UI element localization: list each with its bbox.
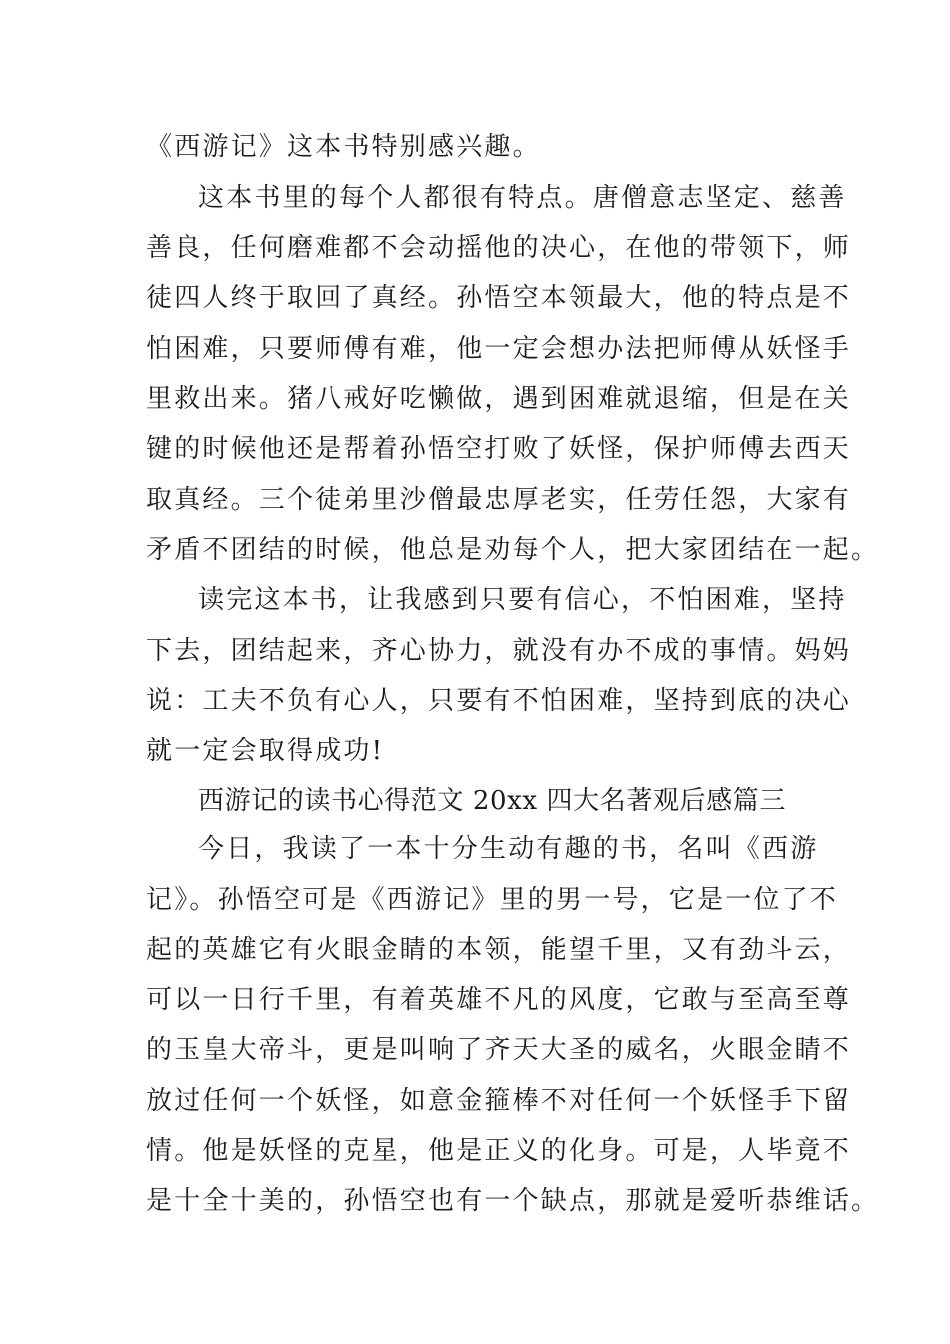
paragraph-line: 今日，我读了一本十分生动有趣的书，名叫《西游 — [198, 834, 819, 864]
paragraph-line: 取真经。三个徒弟里沙僧最忠厚老实，任劳任怨，大家有 — [146, 485, 852, 515]
paragraph-line: 里救出来。猪八戒好吃懒做，遇到困难就退缩，但是在关 — [146, 384, 852, 414]
paragraph-line: 下去，团结起来，齐心协力，就没有办不成的事情。妈妈 — [146, 636, 852, 666]
paragraph-line: 善良，任何磨难都不会动摇他的决心，在他的带领下，师 — [146, 233, 852, 263]
paragraph-line: 读完这本书，让我感到只要有信心，不怕困难，坚持 — [198, 585, 847, 615]
paragraph-line: 这本书里的每个人都很有特点。唐僧意志坚定、慈善 — [198, 183, 847, 213]
paragraph-line: 说：工夫不负有心人，只要有不怕困难，坚持到底的决心 — [146, 686, 852, 716]
section-heading: 西游记的读书心得范文 20xx 四大名著观后感篇三 — [198, 786, 786, 816]
paragraph-line: 是十全十美的，孙悟空也有一个缺点，那就是爱听恭维话。 — [146, 1186, 880, 1216]
paragraph-line: 情。他是妖怪的克星，他是正义的化身。可是，人毕竟不 — [146, 1136, 852, 1166]
paragraph-line: 《西游记》这本书特别感兴趣。 — [146, 132, 541, 162]
paragraph-line: 放过任何一个妖怪，如意金箍棒不对任何一个妖怪手下留 — [146, 1086, 852, 1116]
paragraph-line: 起的英雄它有火眼金睛的本领，能望千里，又有劲斗云， — [146, 935, 852, 965]
paragraph-line: 怕困难，只要师傅有难，他一定会想办法把师傅从妖怪手 — [146, 334, 852, 364]
paragraph-line: 徒四人终于取回了真经。孙悟空本领最大，他的特点是不 — [146, 283, 852, 313]
paragraph-line: 就一定会取得成功! — [146, 736, 385, 766]
paragraph-line: 可以一日行千里，有着英雄不凡的风度，它敢与至高至尊 — [146, 985, 852, 1015]
paragraph-line: 矛盾不团结的时候，他总是劝每个人，把大家团结在一起。 — [146, 535, 880, 565]
paragraph-line: 键的时候他还是帮着孙悟空打败了妖怪，保护师傅去西天 — [146, 434, 852, 464]
paragraph-line: 的玉皇大帝斗，更是叫响了齐天大圣的威名，火眼金睛不 — [146, 1035, 852, 1065]
paragraph-line: 记》。孙悟空可是《西游记》里的男一号，它是一位了不 — [146, 885, 839, 915]
